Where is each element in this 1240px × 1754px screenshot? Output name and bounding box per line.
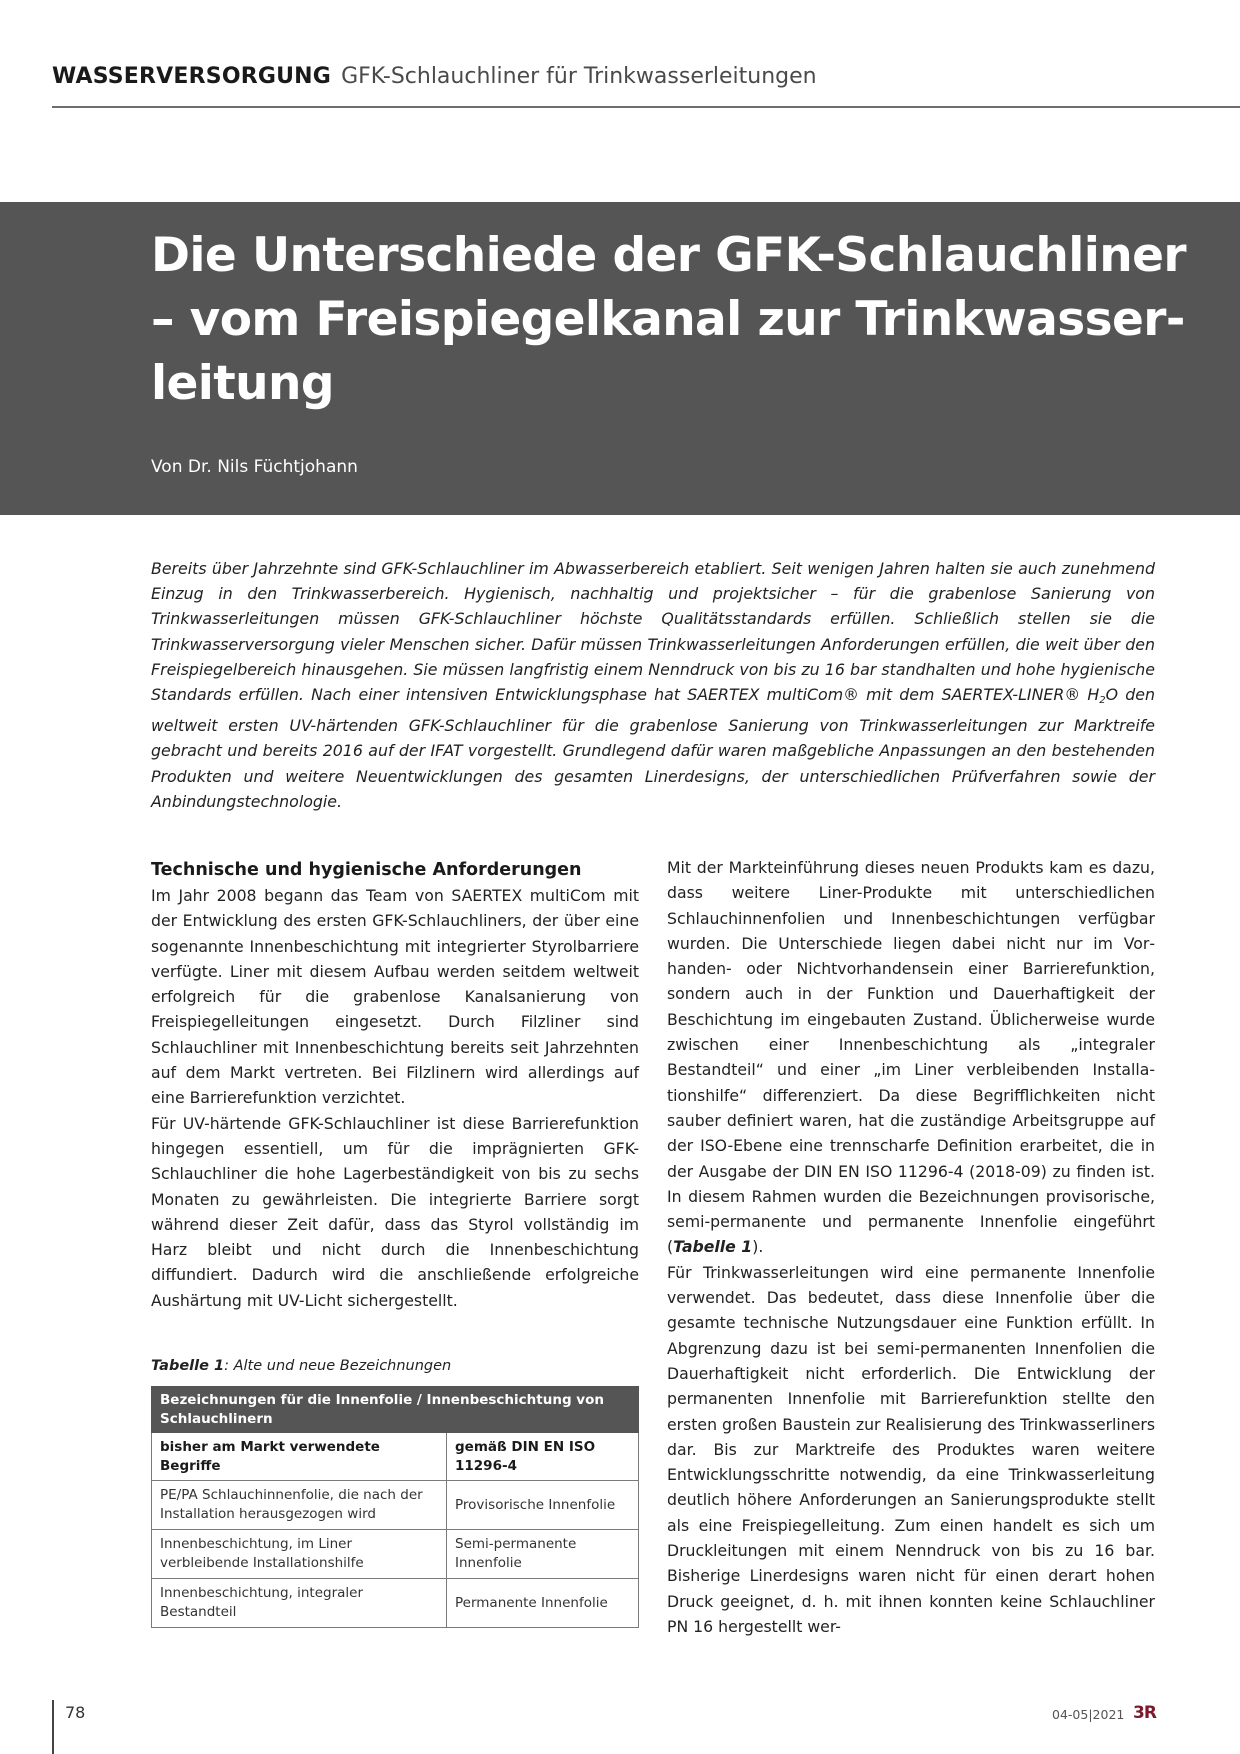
lead-text-b: O den weltweit ersten UV-härtenden GFK-Schlauchliner für die grabenlose Sanierung von Trinkwasserleitungen zur Marktreife gebracht und bereits 2016 auf der IFAT vorgestellt. Grundlegend dafür waren maßgebliche Anpassungen an den bestehenden Produkten und weitere Neuentwicklungen des gesamten Linerdesigns, der unterschiedlichen Prüfverfahren sowie der Anbindungstechnologie. <box>151 685 1155 811</box>
table-caption <box>151 1358 451 1374</box>
title-line: leitung <box>151 356 334 411</box>
section-label: WASSERVERSORGUNG <box>52 64 332 89</box>
table-cell-new: Permanente Innenfolie <box>447 1579 639 1628</box>
running-header <box>52 64 1240 108</box>
body-text: ). <box>752 1237 764 1257</box>
article-author: Von Dr. Nils Füchtjohann <box>151 457 358 477</box>
section-heading: Technische und hygienische Anforderungen <box>151 860 582 880</box>
issue-label: 04-05|2021 <box>1052 1707 1125 1722</box>
magazine-logo: 3R <box>1133 1703 1156 1723</box>
lead-text-a: Bereits über Jahrzehnte sind GFK-Schlauchliner im Abwasserbereich etabliert. Seit wenigen Jahren halten sie auch zunehmend Einzug in den Trinkwasserbereich. Hygienisch, nachhaltig und projektsicher – für die grabenlose Sanierung von Trinkwasserleitungen müssen GFK-Schlauchliner höchste Qualitätsstandards erfüllen. Schließlich stellen sie die Trinkwasserversorgung vieler Menschen sicher. Dafür müssen Trinkwasserleitungen Anforderungen erfüllen, die weit über den Freispiegelbereich hinausgehen. Sie müssen langfristig einem Nenndruck von bis zu 16 bar standhalten und hohe hygienische Standards erfüllen. Nach einer intensiven Entwicklungsphase hat SAERTEX multiCom® mit dem SAERTEX-LINER® H <box>151 559 1155 705</box>
topic-label: GFK-Schlauchliner für Trinkwasserleitungen <box>341 64 817 89</box>
column-header-old: bisher am Markt verwendete Begriffe <box>152 1433 447 1481</box>
table-cell-new: Semi-permanente Innenfolie <box>447 1530 639 1579</box>
table-column-row <box>152 1433 639 1481</box>
table-header: Bezeichnungen für die Innenfolie / Innenbeschichtung von Schlauchlinern <box>152 1387 639 1433</box>
table-reference: Tabelle 1 <box>673 1237 753 1257</box>
body-paragraph: Für Trinkwasserleitungen wird eine permanente Innenfolie verwendet. Das bedeutet, dass diese Innenfolie über die gesamte technische Nutzungsdauer eine Funktion erfüllt. In Abgrenzung dazu ist bei semi-permanenten Innenfolien die Dauerhaftigkeit nicht erforderlich. Die Entwicklung der permanenten Innenfolie mit Barrierefunktion stellte den ersten großen Baustein zur Realisierung des Trinkwasserliners dar. Bis zur Marktreife des Produktes waren weitere Entwicklungsschritte notwendig, da eine Trinkwasserleitung deutlich höhere Anforderungen an Sanierungsprodukte stellt als eine Freispiegelleitung. Zum einen handelt es sich um Druckleitungen mit einem Nenndruck von bis zu 16 bar. Bisherige Linerdesigns waren nicht für einen derart hohen Druck geeignet, d. h. mit ihnen konnten keine Schlauchliner PN 16 hergestellt wer- <box>667 1262 1155 1636</box>
column-header-new: gemäß DIN EN ISO 11296-4 <box>447 1433 639 1481</box>
lead-subscript: 2 <box>1099 695 1106 707</box>
title-banner <box>0 202 1240 515</box>
table-caption-text: : Alte und neue Bezeichnungen <box>224 1358 452 1374</box>
table-cell-old: PE/PA Schlauchinnenfolie, die nach der Installation herausgezogen wird <box>152 1481 447 1530</box>
table-cell-old: Innenbeschichtung, integraler Bestandteil <box>152 1579 447 1628</box>
terminology-table <box>151 1386 639 1628</box>
right-column <box>667 855 1155 1639</box>
title-line: Die Unterschiede der GFK-Schlauchliner <box>151 228 1186 283</box>
page-number: 78 <box>65 1703 86 1722</box>
table-row <box>152 1481 639 1530</box>
table-caption-label: Tabelle 1 <box>151 1358 225 1374</box>
lead-paragraph <box>151 556 1155 814</box>
left-column <box>151 855 639 1313</box>
body-paragraph: Für UV-härtende GFK-Schlauchliner ist diese Barrierefunktion hingegen essentiell, um für die imprägnierten GFK-Schlauchliner die hohe Lagerbeständigkeit von bis zu sechs Monaten zu gewährleisten. Die integrierte Barriere sorgt während dieser Zeit dafür, dass das Styrol vollständig im Harz bleibt und nicht durch die Innenbeschichtung diffundiert. Dadurch wird die anschließende erfolgreiche Aushärtung mit UV-Licht sichergestellt. <box>151 1113 639 1310</box>
title-line: – vom Freispiegelkanal zur Trinkwasser- <box>151 292 1185 347</box>
table-header-row <box>152 1387 639 1433</box>
article-title <box>151 224 1211 416</box>
body-text: Mit der Markteinführung dieses neuen Produkts kam es dazu, dass weitere Liner-Produkte mit unterschiedlichen Schlauchinnenfolien und Innenbeschichtungen verfügbar wurden. Die Unterschiede liegen dabei nicht nur im Vorhanden- oder Nichtvorhandensein einer Barrierefunktion, sondern auch in der Funktion und Dauerhaftigkeit der Beschichtung im eingebauten Zustand. Üblicherweise wurde zwischen einer Innenbeschichtung als „integraler Bestandteil“ und einer „im Liner verbleibenden Installationshilfe“ differenziert. Da diese Begrifflichkeiten nicht sauber definiert waren, hat die zuständige Arbeitsgruppe auf der ISO-Ebene eine trennscharfe Definition erarbeitet, die in der Ausgabe der DIN EN ISO 11296-4 (2018-09) zu finden ist. In diesem Rahmen wurden die Bezeichnungen provisorische, semi-permanente und permanente Innenfolie eingeführt ( <box>667 858 1155 1257</box>
table-cell-new: Provisorische Innenfolie <box>447 1481 639 1530</box>
footer-rule <box>52 1700 54 1754</box>
body-paragraph <box>667 855 1155 1260</box>
body-paragraph: Im Jahr 2008 begann das Team von SAERTEX multiCom mit der Entwicklung des ersten GFK-Schlauchliners, der über eine sogenannte Innenbeschichtung mit integrierter Styrolbarriere verfügte. Liner mit diesem Aufbau werden seitdem weltweit erfolgreich für die grabenlose Kanalsanierung von Freispiegelleitungen eingesetzt. Durch Filzliner sind Schlauchliner mit Innenbeschichtung bereits seit Jahrzehnten auf dem Markt vertreten. Bei Filzlinern wird allerdings auf eine Barrierefunktion verzichtet. <box>151 886 639 1108</box>
table-row <box>152 1579 639 1628</box>
table-row <box>152 1530 639 1579</box>
table-cell-old: Innenbeschichtung, im Liner verbleibende Installationshilfe <box>152 1530 447 1579</box>
